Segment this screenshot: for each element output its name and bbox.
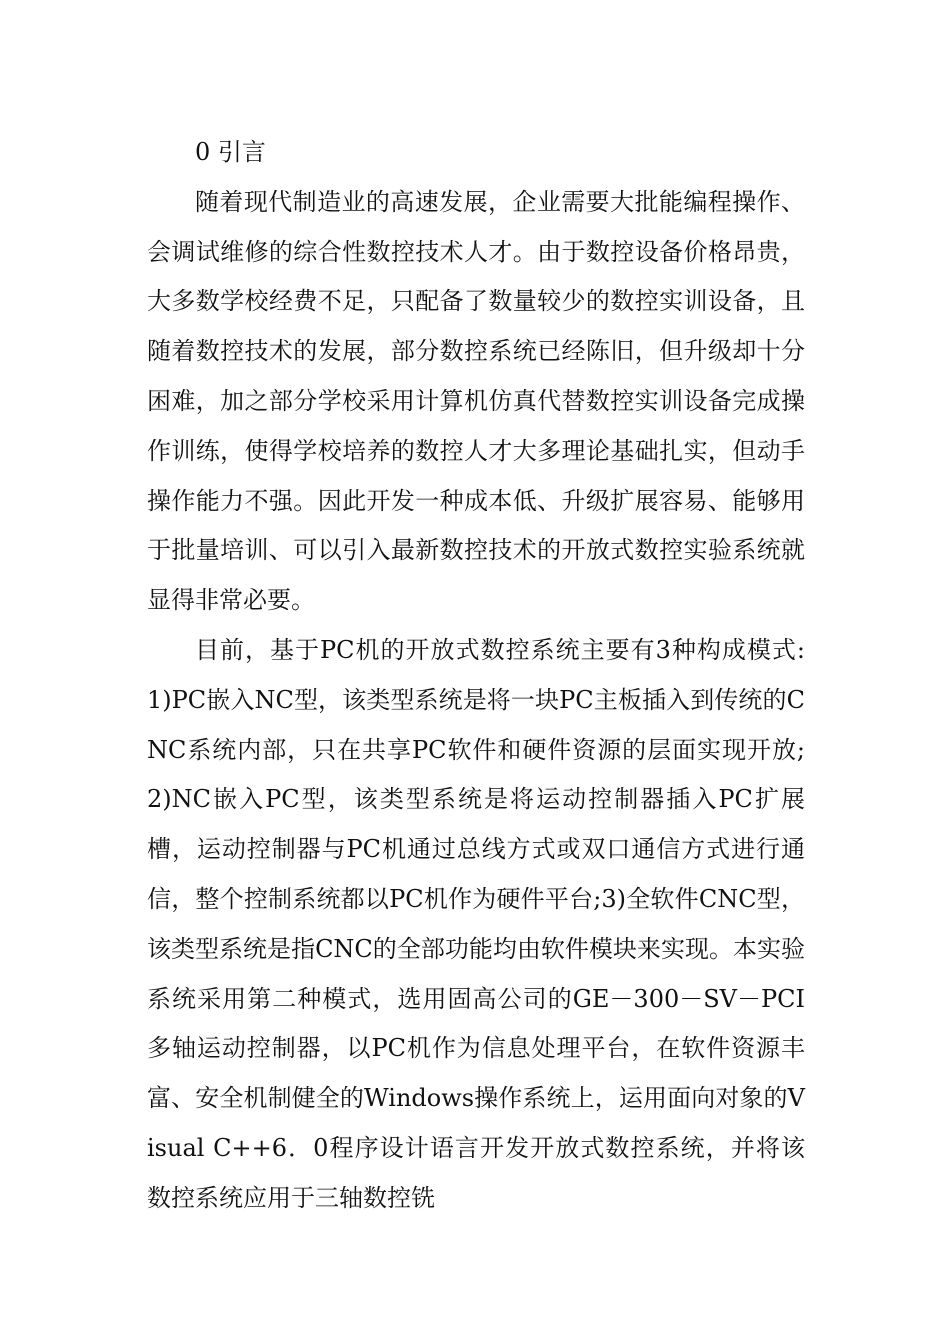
- section-heading: 0 引言: [195, 138, 266, 166]
- document-body: [147, 128, 805, 1224]
- paragraph-1: 随着现代制造业的高速发展，企业需要大批能编程操作、会调试维修的综合性数控技术人才。由于数控设备价格昂贵，大多数学校经费不足，只配备了数量较少的数控实训设备，且随着数控技术的发展，部分数控系统已经陈旧，但升级却十分困难，加之部分学校采用计算机仿真代替数控实训设备完成操作训练，使得学校培养的数控人才大多理论基础扎实，但动手操作能力不强。因此开发一种成本低、升级扩展容易、能够用于批量培训、可以引入最新数控技术的开放式数控实验系统就显得非常必要。: [147, 187, 805, 615]
- paragraph-2: 目前，基于PC机的开放式数控系统主要有3种构成模式:1)PC嵌入NC型，该类型系统是将一块PC主板插入到传统的CNC系统内部，只在共享PC软件和硬件资源的层面实现开放;2)NC嵌入PC型，该类型系统是将运动控制器插入PC扩展槽，运动控制器与PC机通过总线方式或双口通信方式进行通信，整个控制系统都以PC机作为硬件平台;3)全软件CNC型，该类型系统是指CNC的全部功能均由软件模块来实现。本实验系统采用第二种模式，选用固高公司的GE－300－SV－PCI多轴运动控制器，以PC机作为信息处理平台，在软件资源丰富、安全机制健全的Windows操作系统上，运用面向对象的Visual C++6．0程序设计语言开发开放式数控系统，并将该数控系统应用于三轴数控铣: [147, 635, 805, 1212]
